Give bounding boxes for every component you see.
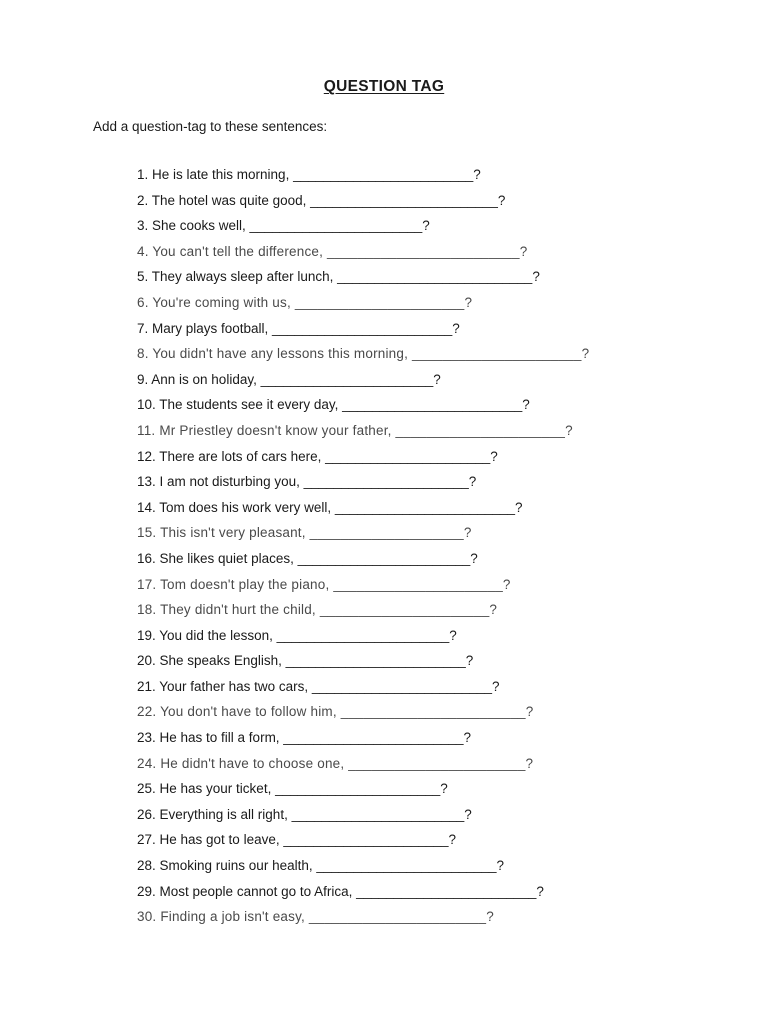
question-item: 18. They didn't hurt the child, ______________________?	[137, 602, 498, 618]
question-item: 19. You did the lesson, _______________________?	[137, 627, 457, 643]
question-item: 11. Mr Priestley doesn't know your father, ______________________?	[137, 422, 573, 438]
question-item: 6. You're coming with us, ______________________?	[137, 294, 473, 310]
question-item: 25. He has your ticket, ______________________?	[137, 781, 448, 797]
question-item: 7. Mary plays football, ________________________?	[137, 320, 460, 336]
question-item: 4. You can't tell the difference, _________________________?	[137, 243, 528, 259]
question-item: 10. The students see it every day, ________________________?	[137, 397, 530, 413]
question-item: 14. Tom does his work very well, ________________________?	[137, 499, 523, 515]
question-item: 12. There are lots of cars here, ______________________?	[137, 448, 498, 464]
question-item: 22. You don't have to follow him, ________________________?	[137, 704, 534, 720]
question-item: 8. You didn't have any lessons this morning, ______________________?	[137, 346, 590, 362]
question-item: 2. The hotel was quite good, _________________________?	[137, 192, 506, 208]
question-list	[137, 166, 589, 934]
question-item: 23. He has to fill a form, ________________________?	[137, 730, 472, 746]
question-item: 13. I am not disturbing you, ______________________?	[137, 474, 477, 490]
question-item: 21. Your father has two cars, ________________________?	[137, 678, 500, 694]
page-title: QUESTION TAG	[323, 78, 445, 95]
question-item: 26. Everything is all right, _______________________?	[137, 806, 472, 822]
instruction-text: Add a question-tag to these sentences:	[93, 119, 328, 134]
question-item: 30. Finding a job isn't easy, _______________________?	[137, 909, 494, 925]
question-item: 17. Tom doesn't play the piano, ______________________?	[137, 576, 511, 592]
question-item: 29. Most people cannot go to Africa, ________________________?	[137, 883, 544, 899]
question-item: 16. She likes quiet places, _______________________?	[137, 550, 478, 566]
question-item: 9. Ann is on holiday, _______________________?	[137, 371, 441, 387]
question-item: 1. He is late this morning, ________________________?	[137, 167, 481, 182]
question-item: 28. Smoking ruins our health, ________________________?	[137, 858, 505, 874]
question-item: 27. He has got to leave, ______________________?	[137, 832, 457, 848]
question-item: 15. This isn't very pleasant, ____________________?	[137, 525, 472, 541]
question-item: 3. She cooks well, _______________________?	[137, 218, 430, 234]
question-item: 5. They always sleep after lunch, __________________________?	[137, 269, 540, 285]
question-item: 24. He didn't have to choose one, _______________________?	[137, 755, 534, 771]
question-item: 20. She speaks English, ________________________?	[137, 653, 474, 669]
